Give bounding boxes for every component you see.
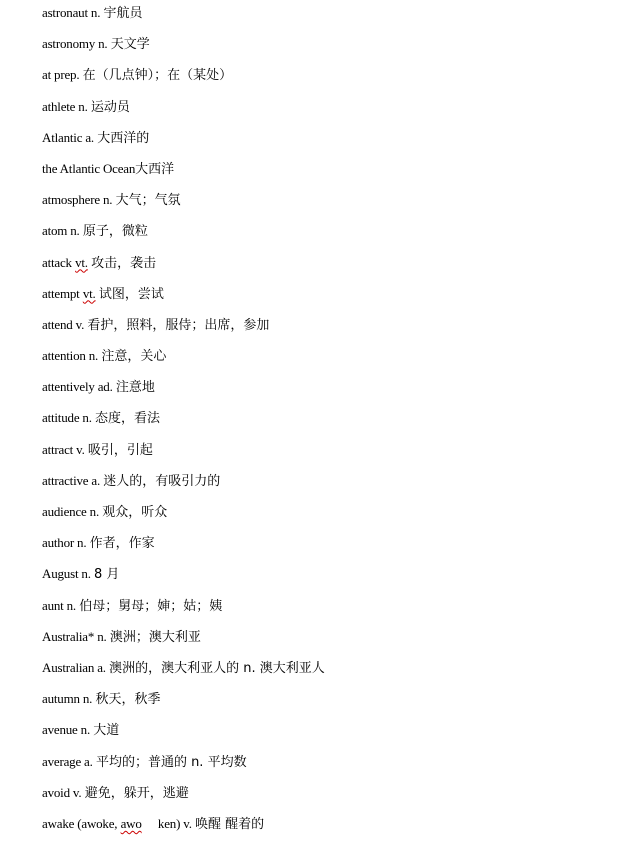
entry-word: attention n. xyxy=(42,348,99,364)
entry-attention xyxy=(42,343,622,374)
entry-word: astronaut n. xyxy=(42,5,101,20)
entry-australian xyxy=(42,655,622,686)
entry-meaning: 攻击，袭击 xyxy=(91,255,157,271)
entry-meaning: 看护，照料，服侍；出席，参加 xyxy=(87,317,270,333)
entry-meaning: 天文学 xyxy=(110,37,150,53)
entry-astronaut xyxy=(42,0,622,31)
entry-avenue xyxy=(42,717,622,748)
entry-word: the Atlantic Ocean xyxy=(42,160,136,176)
entry-word: athlete n. xyxy=(42,98,88,114)
entry-australia xyxy=(42,624,622,655)
entry-meaning: 大道 xyxy=(93,723,120,739)
entry-meaning: 原子，微粒 xyxy=(82,224,148,240)
entry-attract xyxy=(42,437,622,468)
entry-word-suffix: ken) v. xyxy=(157,815,192,831)
entry-attractive xyxy=(42,468,622,499)
vocabulary-list xyxy=(42,0,622,842)
entry-word: at prep. xyxy=(42,67,80,83)
entry-word: attitude n. xyxy=(42,410,92,426)
entry-meaning: 8 月 xyxy=(94,567,120,583)
entry-astronomy xyxy=(42,31,622,62)
entry-meaning: 唤醒 醒着的 xyxy=(195,816,265,832)
entry-word: audience n. xyxy=(42,504,99,519)
entry-awake xyxy=(42,811,622,842)
entry-avoid xyxy=(42,780,622,811)
entry-attitude xyxy=(42,405,622,436)
entry-meaning: 大西洋 xyxy=(135,161,175,177)
entry-meaning: 平均的；普通的 n. 平均数 xyxy=(95,754,247,770)
entry-meaning: 注意，关心 xyxy=(101,349,167,365)
entry-word: attend v. xyxy=(42,316,85,332)
entry-meaning: 伯母；舅母；婶；姑；姨 xyxy=(79,598,223,614)
entry-word: attentively ad. xyxy=(42,379,113,395)
entry-word: atom n. xyxy=(42,223,80,239)
entry-attend xyxy=(42,312,622,343)
entry-word: author n. xyxy=(42,535,87,551)
entry-meaning: 观众，听众 xyxy=(102,505,168,520)
entry-attack xyxy=(42,250,622,281)
entry-meaning: 运动员 xyxy=(90,99,130,115)
entry-word: avoid v. xyxy=(42,784,82,800)
entry-word: Australia* n. xyxy=(42,628,107,644)
entry-meaning: 作者，作家 xyxy=(89,536,155,552)
entry-meaning: 在（几点钟）；在（某处） xyxy=(82,68,233,84)
entry-average xyxy=(42,749,622,780)
entry-august xyxy=(42,561,622,592)
entry-pos: vt. xyxy=(82,285,96,301)
entry-the-atlantic-ocean xyxy=(42,156,622,187)
entry-atom xyxy=(42,218,622,249)
entry-meaning: 宇航员 xyxy=(103,6,143,21)
entry-meaning: 吸引，引起 xyxy=(87,442,153,458)
entry-word: Australian a. xyxy=(42,659,106,675)
entry-meaning: 澳洲的，澳大利亚人的 n. 澳大利亚人 xyxy=(109,660,325,676)
entry-athlete xyxy=(42,94,622,125)
entry-word: attract v. xyxy=(42,441,85,457)
entry-meaning: 态度，看法 xyxy=(95,411,161,427)
entry-word: attractive a. xyxy=(42,472,101,488)
entry-meaning: 大西洋的 xyxy=(97,130,150,146)
entry-word: awake (awoke, xyxy=(42,815,118,831)
entry-word: average a. xyxy=(42,753,93,769)
entry-word: August n. xyxy=(42,566,91,582)
entry-word: aunt n. xyxy=(42,597,76,613)
entry-word: atmosphere n. xyxy=(42,192,113,208)
entry-pos: vt. xyxy=(75,254,88,270)
entry-at xyxy=(42,62,622,93)
entry-attentively xyxy=(42,374,622,405)
entry-meaning: 澳洲；澳大利亚 xyxy=(109,629,201,645)
entry-atmosphere xyxy=(42,187,622,218)
entry-word: attempt xyxy=(42,285,80,301)
entry-autumn xyxy=(42,686,622,717)
entry-meaning: 注意地 xyxy=(115,380,155,396)
entry-atlantic xyxy=(42,125,622,156)
entry-author xyxy=(42,530,622,561)
entry-word-fragment: awo xyxy=(120,815,142,831)
entry-word: astronomy n. xyxy=(42,36,108,52)
entry-aunt xyxy=(42,593,622,624)
entry-meaning: 避免，躲开，逃避 xyxy=(84,785,189,801)
entry-word: avenue n. xyxy=(42,722,91,738)
entry-meaning: 秋天，秋季 xyxy=(95,692,161,708)
entry-audience xyxy=(42,499,622,530)
entry-word: autumn n. xyxy=(42,691,93,707)
entry-attempt xyxy=(42,281,622,312)
entry-meaning: 大气；气氛 xyxy=(115,193,181,209)
entry-meaning: 试图，尝试 xyxy=(98,286,164,302)
entry-word: attack xyxy=(42,254,72,270)
entry-meaning: 迷人的，有吸引力的 xyxy=(103,473,221,489)
entry-word: Atlantic a. xyxy=(42,129,94,145)
